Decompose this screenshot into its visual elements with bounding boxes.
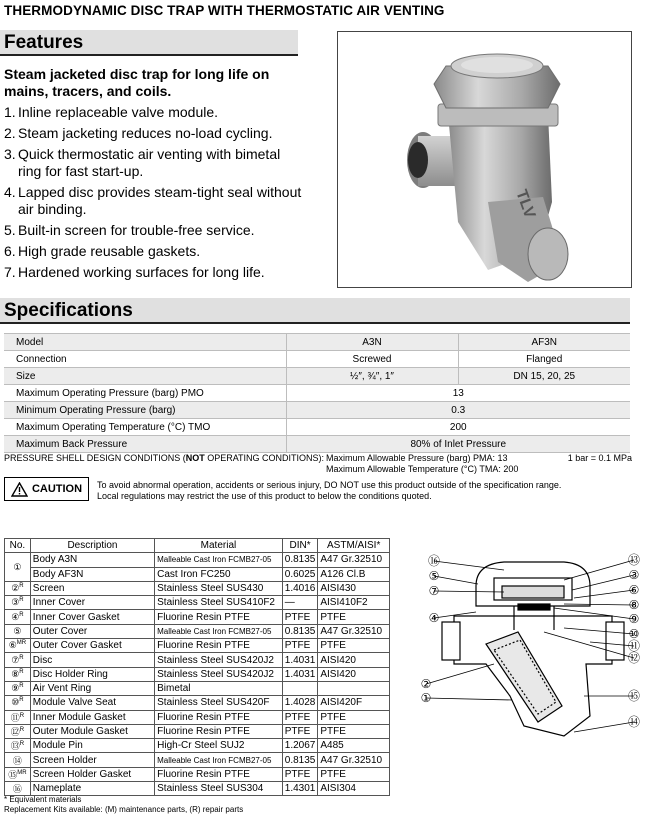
feature-text: Lapped disc provides steam-tight seal without air binding. (18, 184, 302, 217)
part-number: ⑩$^R$ (5, 696, 31, 710)
spec-row (4, 334, 630, 351)
materials-header-cell: Material (155, 539, 283, 553)
spec-row (4, 351, 630, 368)
part-astm: A485 (318, 739, 390, 753)
footnotes (4, 795, 243, 815)
part-din: PTFE (282, 610, 318, 624)
footnote-kits: Replacement Kits available: (M) maintenance parts, (R) repair parts (4, 805, 244, 814)
spec-label: Maximum Operating Pressure (barg) PMO (4, 385, 286, 402)
part-number: ⑧$^R$ (5, 667, 31, 681)
part-din: PTFE (282, 639, 318, 653)
part-din: 1.4016 (282, 581, 318, 595)
features-list (4, 104, 304, 285)
product-photo (337, 31, 632, 288)
spec-value: 80% of Inlet Pressure (286, 436, 630, 453)
materials-row (5, 653, 390, 667)
materials-row (5, 739, 390, 753)
part-number: ②$^R$ (5, 581, 31, 595)
caution-text (97, 480, 627, 502)
part-description: Outer Cover (30, 624, 154, 638)
feature-item (4, 125, 304, 142)
part-material: Fluorine Resin PTFE (155, 710, 283, 724)
part-material: Stainless Steel SUS420J2 (155, 653, 283, 667)
feature-number: 7. (4, 264, 16, 280)
materials-row (5, 696, 390, 710)
materials-header-cell: Description (30, 539, 154, 553)
part-astm: PTFE (318, 724, 390, 738)
spec-value: 13 (286, 385, 630, 402)
part-number: ④$^R$ (5, 610, 31, 624)
callout-label: ⑥ (628, 583, 640, 597)
part-material: Fluorine Resin PTFE (155, 639, 283, 653)
part-din: 0.6025 (282, 567, 318, 581)
design-conditions-values (326, 453, 518, 474)
spec-row (4, 419, 630, 436)
feature-text: Hardened working surfaces for long life. (18, 264, 265, 280)
footnote-equivalent: * Equivalent materials (4, 795, 82, 804)
part-description: Body AF3N (30, 567, 154, 581)
part-description: Outer Cover Gasket (30, 639, 154, 653)
feature-text: Built-in screen for trouble-free service. (18, 222, 255, 238)
spec-row (4, 385, 630, 402)
feature-item (4, 264, 304, 281)
part-din: PTFE (282, 724, 318, 738)
part-material: Malleable Cast Iron FCMB27-05 (155, 753, 283, 767)
part-din: PTFE (282, 710, 318, 724)
part-description: Disc Holder Ring (30, 667, 154, 681)
features-heading: Features (4, 32, 84, 53)
part-din: 1.4031 (282, 653, 318, 667)
callout-label: ⑦ (428, 584, 440, 598)
feature-text: Steam jacketing reduces no-load cycling. (18, 125, 273, 141)
part-astm: AISI410F2 (318, 596, 390, 610)
spec-label: Maximum Back Pressure (4, 436, 286, 453)
spec-row (4, 368, 630, 385)
callout-label: ① (420, 691, 432, 705)
feature-text: Quick thermostatic air venting with bimetal ring for fast start-up. (18, 146, 281, 179)
spec-value-a3n: Screwed (286, 351, 458, 368)
part-material: Stainless Steel SUS420J2 (155, 667, 283, 681)
cross-section-diagram (414, 546, 646, 746)
part-din: 0.8135 (282, 553, 318, 567)
caution-badge (4, 477, 89, 501)
spec-value-af3n: Flanged (458, 351, 630, 368)
caution-label: CAUTION (31, 483, 83, 495)
part-din: 1.4028 (282, 696, 318, 710)
part-description: Module Pin (30, 739, 154, 753)
pma-value: Maximum Allowable Pressure (barg) PMA: 13 (326, 453, 508, 463)
part-description: Inner Cover Gasket (30, 610, 154, 624)
part-number: ⑨$^R$ (5, 681, 31, 695)
feature-item (4, 104, 304, 121)
part-astm: A47 Gr.32510 (318, 753, 390, 767)
spec-label: Connection (4, 351, 286, 368)
callout-leader (426, 698, 512, 700)
callout-label: ⑩ (628, 627, 640, 641)
materials-header-cell: DIN* (282, 539, 318, 553)
page-title: THERMODYNAMIC DISC TRAP WITH THERMOSTATIC AIR VENTING (4, 3, 445, 18)
part-number: ① (5, 553, 31, 582)
part-material: Malleable Cast Iron FCMB27-05 (155, 553, 283, 567)
part-astm: PTFE (318, 610, 390, 624)
caution-line-2: Local regulations may restrict the use of this product to below the conditions quoted. (97, 491, 432, 501)
spec-label: Size (4, 368, 286, 385)
feature-text: High grade reusable gaskets. (18, 243, 201, 259)
part-material: Fluorine Resin PTFE (155, 724, 283, 738)
materials-row (5, 667, 390, 681)
part-number: ⑮$^{MR}$ (5, 767, 31, 781)
part-description: Outer Module Gasket (30, 724, 154, 738)
part-description: Inner Cover (30, 596, 154, 610)
part-material: Stainless Steel SUS410F2 (155, 596, 283, 610)
part-material: Cast Iron FC250 (155, 567, 283, 581)
feature-number: 6. (4, 243, 16, 259)
part-description: Air Vent Ring (30, 681, 154, 695)
spec-value: 0.3 (286, 402, 630, 419)
materials-header-row (5, 539, 390, 553)
materials-row (5, 567, 390, 581)
callout-label: ⑮ (627, 689, 641, 703)
part-astm: AISI430 (318, 581, 390, 595)
part-din: 1.4301 (282, 782, 318, 796)
part-astm: AISI420 (318, 653, 390, 667)
feature-number: 1. (4, 104, 16, 120)
materials-row (5, 553, 390, 567)
spec-value: 200 (286, 419, 630, 436)
materials-row (5, 710, 390, 724)
part-number: ⑪$^R$ (5, 710, 31, 724)
materials-row (5, 610, 390, 624)
part-material: Stainless Steel SUS304 (155, 782, 283, 796)
materials-row (5, 581, 390, 595)
part-astm: AISI420F (318, 696, 390, 710)
feature-item (4, 184, 304, 218)
part-astm: A126 Cl.B (318, 567, 390, 581)
specifications-table (4, 333, 630, 453)
materials-row (5, 624, 390, 638)
spec-label: Minimum Operating Pressure (barg) (4, 402, 286, 419)
warning-triangle-icon (11, 482, 28, 497)
unit-note: 1 bar = 0.1 MPa (567, 453, 632, 463)
feature-item (4, 243, 304, 260)
materials-row (5, 753, 390, 767)
feature-item (4, 146, 304, 180)
feature-number: 2. (4, 125, 16, 141)
part-number: ⑯ (5, 782, 31, 796)
part-material: Fluorine Resin PTFE (155, 767, 283, 781)
feature-number: 4. (4, 184, 16, 200)
callout-label: ⑭ (627, 715, 641, 729)
part-number: ⑫$^R$ (5, 724, 31, 738)
part-description: Body A3N (30, 553, 154, 567)
part-number: ③$^R$ (5, 596, 31, 610)
part-description: Inner Module Gasket (30, 710, 154, 724)
features-lead: Steam jacketed disc trap for long life on mains, tracers, and coils. (4, 66, 270, 99)
part-material: Bimetal (155, 681, 283, 695)
part-din: 0.8135 (282, 753, 318, 767)
materials-row (5, 639, 390, 653)
part-astm: AISI420 (318, 667, 390, 681)
part-astm: A47 Gr.32510 (318, 553, 390, 567)
part-material: Fluorine Resin PTFE (155, 610, 283, 624)
spec-row (4, 402, 630, 419)
part-description: Disc (30, 653, 154, 667)
callout-label: ⑪ (627, 639, 641, 653)
specifications-heading: Specifications (4, 300, 133, 321)
part-description: Screen Holder Gasket (30, 767, 154, 781)
part-astm: PTFE (318, 639, 390, 653)
part-astm: AISI304 (318, 782, 390, 796)
part-description: Nameplate (30, 782, 154, 796)
materials-header-cell: No. (5, 539, 31, 553)
part-number: ⑤ (5, 624, 31, 638)
callout-leader (434, 576, 478, 584)
caution-line-1: To avoid abnormal operation, accidents or serious injury, DO NOT use this product outside of the specification range. (97, 480, 562, 490)
materials-row (5, 596, 390, 610)
tma-value: Maximum Allowable Temperature (°C) TMA: 200 (326, 463, 519, 474)
part-material: Stainless Steel SUS420F (155, 696, 283, 710)
part-number: ⑭ (5, 753, 31, 767)
materials-row (5, 724, 390, 738)
callout-label: ⑬ (627, 553, 641, 567)
part-din (282, 681, 318, 695)
part-din: 1.2067 (282, 739, 318, 753)
callout-label: ② (420, 677, 432, 691)
spec-row (4, 436, 630, 453)
feature-number: 5. (4, 222, 16, 238)
part-astm: A47 Gr.32510 (318, 624, 390, 638)
svg-text:TLV: TLV (512, 187, 539, 221)
spec-value-a3n: A3N (286, 334, 458, 351)
steam-trap-photo-icon (338, 32, 631, 287)
part-din: — (282, 596, 318, 610)
part-material: Stainless Steel SUS430 (155, 581, 283, 595)
materials-table (4, 538, 390, 796)
callout-leader (574, 722, 634, 732)
features-heading-bar (0, 30, 298, 56)
callout-label: ④ (428, 611, 440, 625)
part-number: ⑦$^R$ (5, 653, 31, 667)
feature-number: 3. (4, 146, 16, 162)
trap-cross-section-icon (442, 562, 624, 736)
spec-value-af3n: AF3N (458, 334, 630, 351)
feature-text: Inline replaceable valve module. (18, 104, 219, 120)
materials-row (5, 767, 390, 781)
spec-label: Model (4, 334, 286, 351)
part-description: Screen Holder (30, 753, 154, 767)
spec-value-af3n: DN 15, 20, 25 (458, 368, 630, 385)
materials-header-cell: ASTM/AISI* (318, 539, 390, 553)
callout-label: ⑨ (628, 612, 640, 626)
design-conditions-label: PRESSURE SHELL DESIGN CONDITIONS (NOT OPERATING CONDITIONS): (4, 453, 325, 463)
spec-label: Maximum Operating Temperature (°C) TMO (4, 419, 286, 436)
specifications-heading-bar (0, 298, 630, 324)
part-din: 1.4031 (282, 667, 318, 681)
materials-row (5, 681, 390, 695)
part-description: Screen (30, 581, 154, 595)
callout-label: ③ (628, 568, 640, 582)
part-number: ⑥$^{MR}$ (5, 639, 31, 653)
materials-row (5, 782, 390, 796)
part-number: ⑬$^R$ (5, 739, 31, 753)
part-din: PTFE (282, 767, 318, 781)
part-astm (318, 681, 390, 695)
part-description: Module Valve Seat (30, 696, 154, 710)
callout-label: ⑫ (627, 651, 641, 665)
part-astm: PTFE (318, 710, 390, 724)
part-material: Malleable Cast Iron FCMB27-05 (155, 624, 283, 638)
feature-item (4, 222, 304, 239)
callout-label: ⑧ (628, 598, 640, 612)
callout-label: ⑯ (427, 554, 441, 568)
part-astm: PTFE (318, 767, 390, 781)
part-material: High-Cr Steel SUJ2 (155, 739, 283, 753)
callout-leader (426, 664, 494, 684)
callout-label: ⑤ (428, 569, 440, 583)
spec-value-a3n: ½″, ¾″, 1″ (286, 368, 458, 385)
part-din: 0.8135 (282, 624, 318, 638)
